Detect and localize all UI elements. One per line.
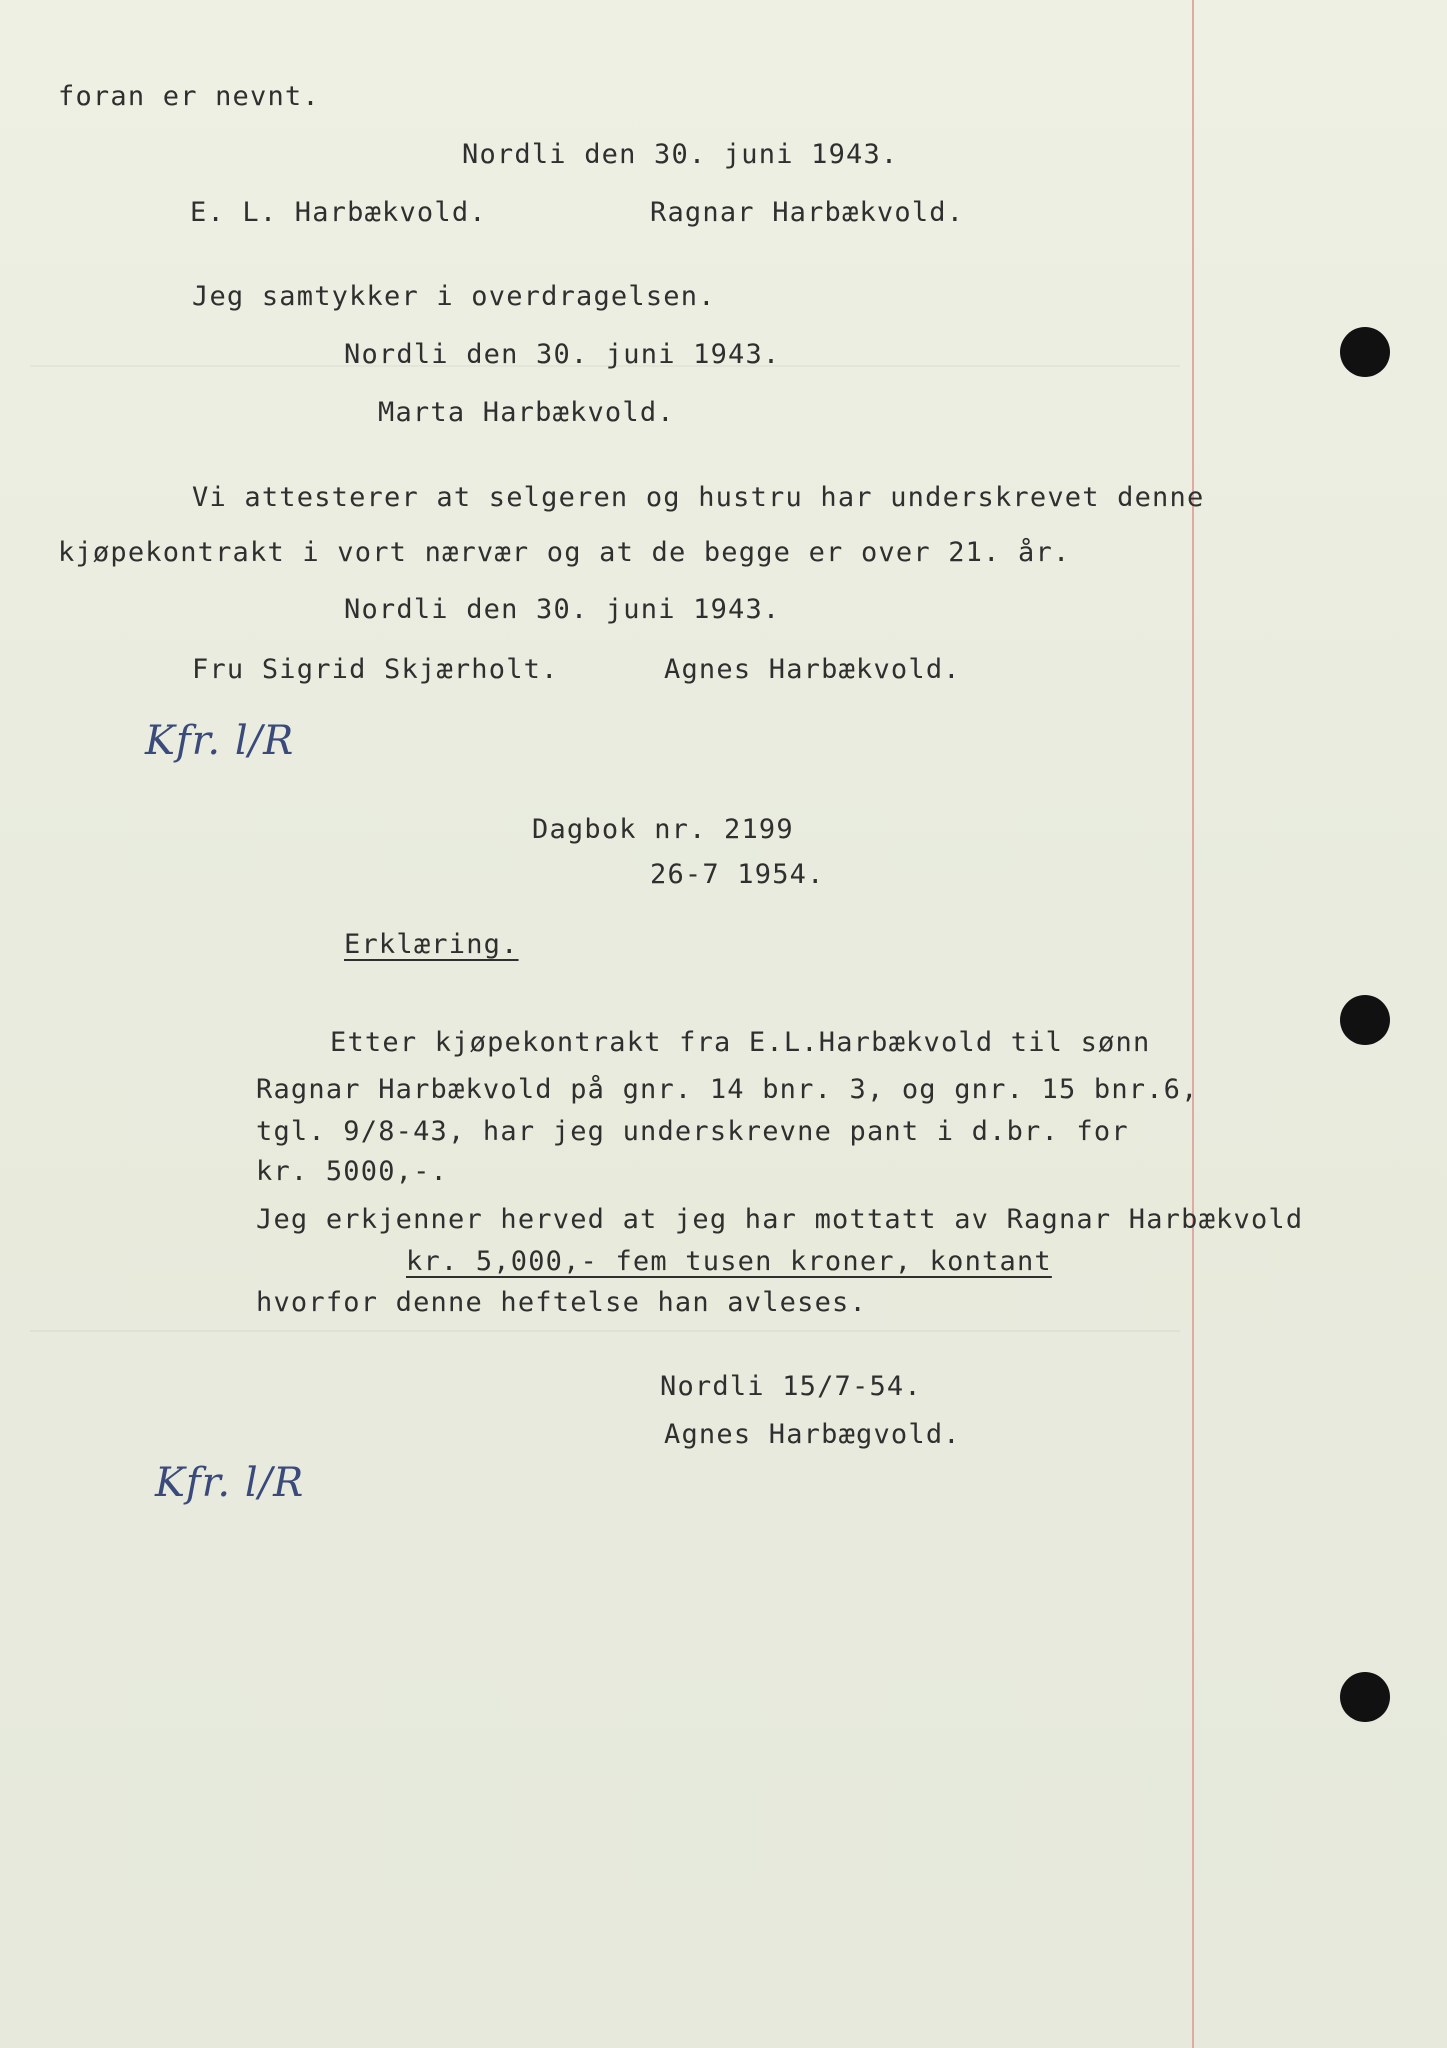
text-line: Nordli den 30. juni 1943. [344, 594, 781, 625]
text-line: Nordli den 30. juni 1943. [462, 139, 899, 170]
text-line: hvorfor denne heftelse han avleses. [256, 1287, 867, 1318]
text-line: Dagbok nr. 2199 [532, 814, 794, 845]
text-line: Etter kjøpekontrakt fra E.L.Harbækvold til sønn [330, 1027, 1151, 1058]
punch-hole [1340, 1672, 1390, 1722]
text-line: Marta Harbækvold. [378, 397, 675, 428]
bleed-through [30, 1330, 1180, 1332]
text-line: Jeg erkjenner herved at jeg har mottatt av Ragnar Harbækvold [256, 1204, 1304, 1235]
punch-hole [1340, 327, 1390, 377]
text-line: Nordli 15/7-54. [660, 1371, 922, 1402]
text-line: Ragnar Harbækvold på gnr. 14 bnr. 3, og gnr. 15 bnr.6, [256, 1074, 1199, 1105]
margin-rule [1192, 0, 1194, 2048]
text-line: E. L. Harbækvold. [190, 197, 487, 228]
text-line: Fru Sigrid Skjærholt. [192, 654, 559, 685]
text-line: Ragnar Harbækvold. [650, 197, 965, 228]
text-line: foran er nevnt. [58, 81, 320, 112]
text-line: kjøpekontrakt i vort nærvær og at de begge er over 21. år. [58, 537, 1071, 568]
text-line: kr. 5000,-. [256, 1156, 449, 1187]
text-line: tgl. 9/8-43, har jeg underskrevne pant i d.br. for [256, 1116, 1129, 1147]
text-line: Jeg samtykker i overdragelsen. [192, 281, 716, 312]
text-line: Vi attesterer at selgeren og hustru har underskrevet denne [192, 482, 1205, 513]
text-line: Agnes Harbækvold. [664, 654, 961, 685]
text-line: Agnes Harbægvold. [664, 1419, 961, 1450]
text-line: 26-7 1954. [650, 859, 825, 890]
punch-hole [1340, 995, 1390, 1045]
handwritten-note: Kfr. l/R [145, 718, 295, 764]
text-line: kr. 5,000,- fem tusen kroner, kontant [406, 1246, 1052, 1277]
heading: Erklæring. [344, 929, 519, 960]
text-line: Nordli den 30. juni 1943. [344, 339, 781, 370]
handwritten-note: Kfr. l/R [155, 1460, 305, 1506]
